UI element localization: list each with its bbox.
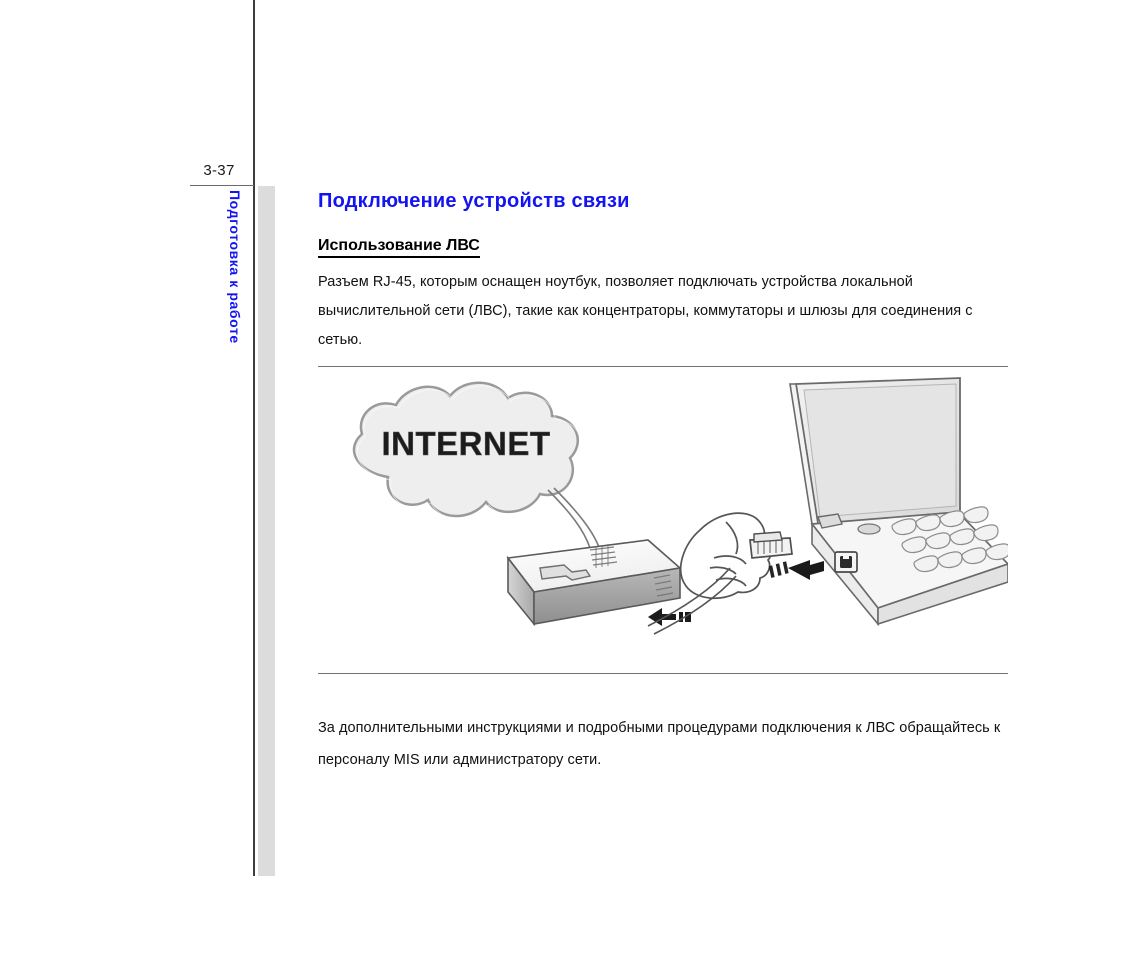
lan-connection-figure xyxy=(318,372,1008,670)
internet-cloud-icon xyxy=(354,383,581,519)
footer-paragraph: За дополнительными инструкциями и подробными процедурами подключения к ЛВС обращайтесь к персоналу MIS или администратору сети. xyxy=(318,720,1001,768)
network-cable xyxy=(548,488,600,550)
cloud-label: INTERNET xyxy=(381,425,551,462)
page-title: Подключение устройств связи xyxy=(318,190,630,212)
intro-paragraph: Разъем RJ-45, которым оснащен ноутбук, позволяет подключать устройства локальной вычислительной сети (ЛВС), такие как концентраторы, коммутаторы и шлюзы для соединения с сетью. xyxy=(318,274,973,348)
page-margin-vertical-rule xyxy=(253,0,255,876)
chapter-tab-bar xyxy=(258,186,275,876)
router-device xyxy=(508,540,680,624)
lan-port-icon xyxy=(835,552,857,572)
laptop-with-lan-port xyxy=(790,378,1008,624)
figure-bottom-rule xyxy=(318,673,1008,674)
page-number: 3-37 xyxy=(203,162,235,179)
insertion-arrow-icon xyxy=(769,560,824,580)
chapter-tab-label: Подготовка к работе xyxy=(227,190,243,344)
sub-title-wrap xyxy=(318,237,1008,268)
content-column xyxy=(318,190,1008,355)
page-number-underline xyxy=(190,185,254,186)
figure-top-rule xyxy=(318,366,1008,367)
sub-section-title: Использование ЛВС xyxy=(318,237,480,258)
